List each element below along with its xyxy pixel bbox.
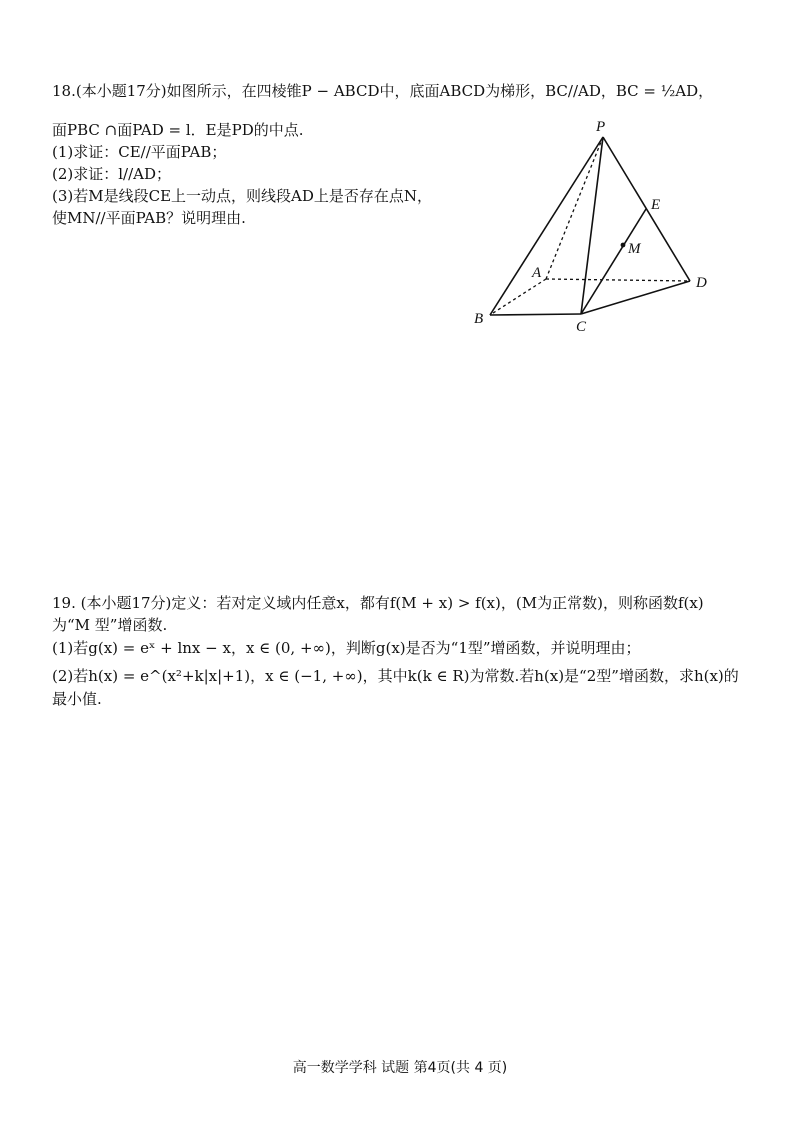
label-P: P <box>596 119 606 135</box>
q18-part-2: (2)求证：l//AD； <box>52 165 172 183</box>
q19-part-1: (1)若g(x) = eˣ + lnx − x，x ∈ (0, +∞)，判断g(x)是否为“1型”增函数，并说明理由； <box>52 639 641 657</box>
edge-AD <box>546 279 690 281</box>
label-A: A <box>532 265 542 281</box>
edge-CD <box>581 281 690 314</box>
edge-PD <box>603 137 690 281</box>
q18-part-3-cont: 使MN//平面PAB？说明理由. <box>52 209 246 227</box>
q19-part-2-cont: 最小值. <box>52 690 102 708</box>
edge-PB <box>490 137 603 315</box>
label-B: B <box>474 311 484 327</box>
label-E: E <box>651 197 661 213</box>
q19-line-1: 19. (本小题17分)定义：若对定义域内任意x，都有f(M + x) > f(x)，(M为正常数)，则称函数f(x) <box>52 594 704 612</box>
q19-line-2: 为“M 型”增函数. <box>52 616 168 634</box>
pyramid-figure <box>468 115 718 335</box>
point-M <box>621 243 626 248</box>
q18-line-1: 18.(本小题17分)如图所示，在四棱锥P − ABCD中，底面ABCD为梯形，BC//AD，BC = ½AD， <box>52 82 714 100</box>
q18-part-1: (1)求证：CE//平面PAB； <box>52 143 227 161</box>
edge-AB <box>490 279 546 315</box>
edge-CE <box>581 209 646 314</box>
edge-PC <box>581 137 603 314</box>
label-C: C <box>576 319 587 335</box>
label-D: D <box>696 275 707 291</box>
q18-part-3: (3)若M是线段CE上一动点，则线段AD上是否存在点N， <box>52 187 433 205</box>
page-footer: 高一数学学科 试题 第4页(共 4 页) <box>292 1060 508 1076</box>
label-M: M <box>628 241 641 257</box>
q19-part-2: (2)若h(x) = e^(x²+k|x|+1)，x ∈ (−1, +∞)，其中k(k ∈ R)为常数.若h(x)是“2型”增函数，求h(x)的 <box>52 667 739 685</box>
edge-BC <box>490 314 581 315</box>
q18-line-2: 面PBC ∩面PAD = l．E是PD的中点. <box>52 121 304 139</box>
